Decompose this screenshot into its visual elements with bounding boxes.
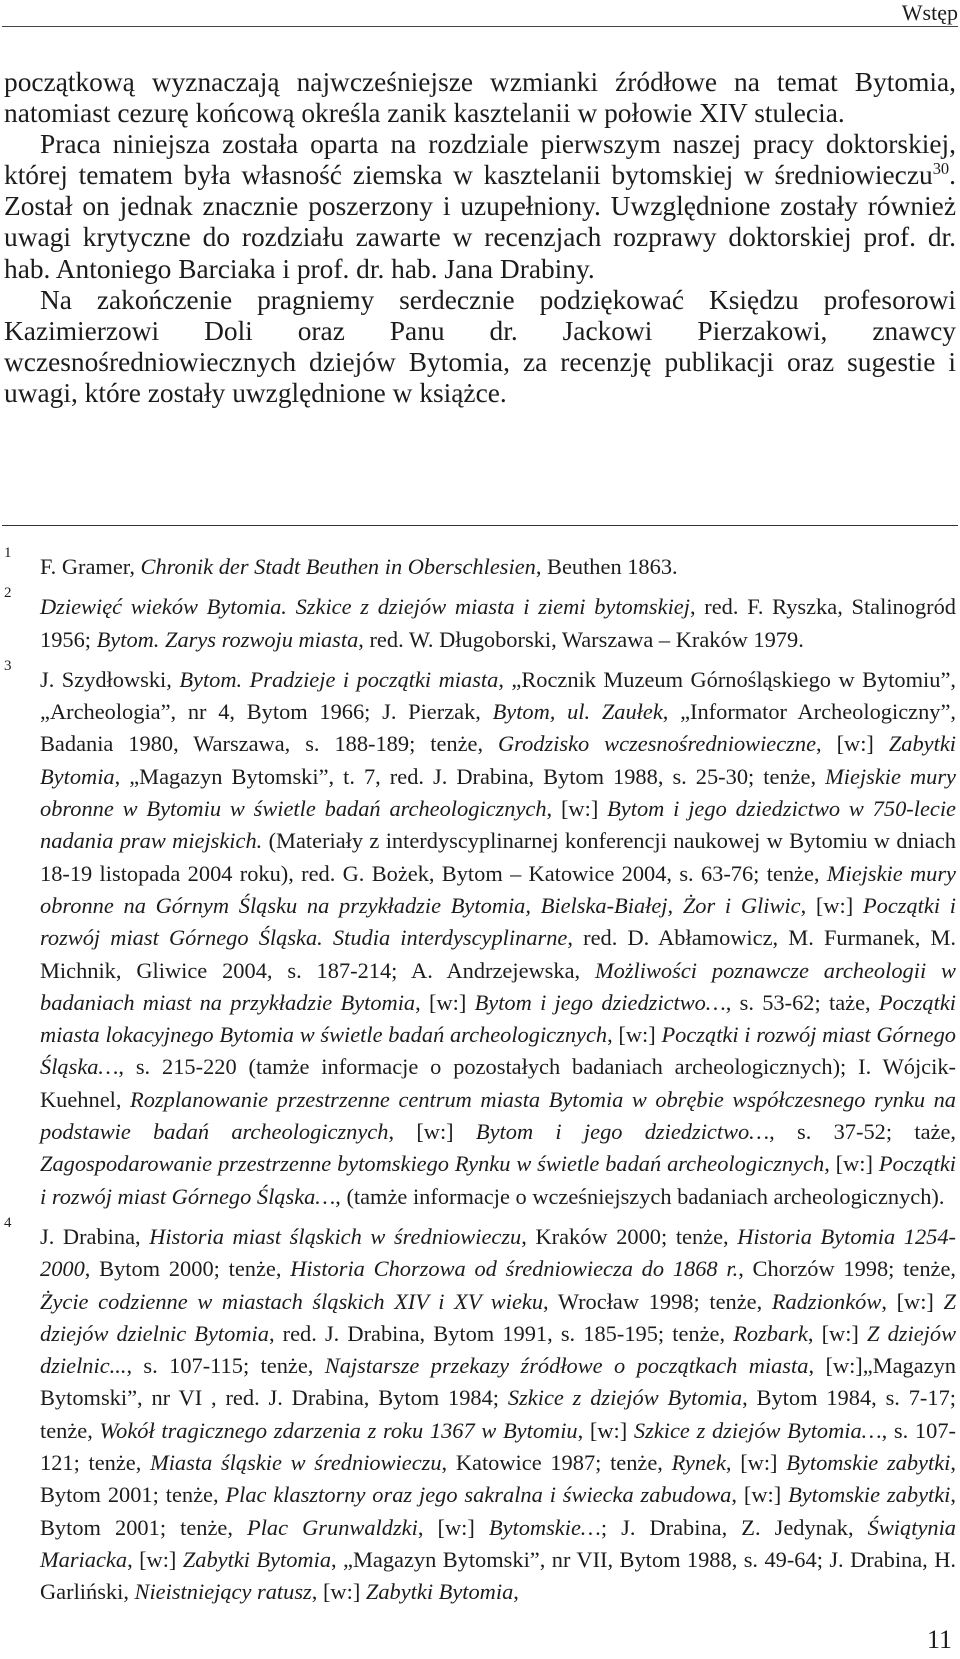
paragraph-2-text-a: Praca niniejsza została oparta na rozdziale pierwszym naszej pracy doktorskiej, której tematem była własność ziemska w kasztelanii bytomskiej w średniowieczu <box>4 129 956 191</box>
footnote-text <box>40 1224 956 1604</box>
italic-run: Wokół tragicznego zdarzenia z roku 1367 w Bytomiu <box>99 1417 578 1443</box>
italic-run: Chronik der Stadt Beuthen in Oberschlesien <box>140 554 536 579</box>
italic-run: Bytom, ul. Zaułek <box>492 699 663 725</box>
footnote-4 <box>4 1214 957 1609</box>
running-head: Wstęp <box>901 0 958 25</box>
italic-run: Szkice z dziejów Bytomia… <box>633 1417 882 1443</box>
italic-run: Początki miasta lokacyjnego Bytomia w świetle badań archeologicznych <box>40 989 956 1048</box>
footnote-number: 3 <box>4 657 12 674</box>
text-run: , „Informator Archeologiczny”, Badania 1980, Warszawa, s. 188-189; tenże, <box>40 699 957 757</box>
paragraph-2-text-b: . Został on jednak znacznie poszerzony i uzupełniony. Uwzględnione zostały również uwagi krytyczne do rozdziału zawarte w recenzjach rozprawy doktorskiej prof. dr. hab. Antoniego Barciaka i prof. dr. hab. Jana Drabiny. <box>4 160 956 284</box>
text-run: , [w:] <box>807 1320 868 1346</box>
text-run: , s. 215-220 (tamże informacje o pozostałych badaniach archeologicznych); I. Wójcik-Kuehnel, <box>40 1054 956 1112</box>
italic-run: Rynek <box>671 1450 726 1476</box>
text-run: , Bytom 2001; tenże, <box>40 1450 956 1508</box>
text-run: , [w:] <box>311 1579 366 1605</box>
text-run: , s. 37-52; taże, <box>769 1119 956 1145</box>
text-run: , [w:] <box>417 1514 489 1540</box>
text-run: F. Gramer, <box>40 554 141 579</box>
footnote-rule <box>2 525 958 526</box>
italic-run: Szkice z dziejów Bytomia <box>507 1385 743 1411</box>
text-run: , Kraków 2000; tenże, <box>521 1223 738 1249</box>
text-run: , red. D. Abłamowicz, M. Furmanek, M. Michnik, Gliwice 2004, s. 187-214; A. Andrzejewska, <box>40 925 956 983</box>
italic-run: Świątynia Mariacka <box>40 1514 956 1572</box>
italic-run: Miasta śląskie w średniowieczu <box>150 1450 442 1476</box>
text-run: ; J. Drabina, Z. Jedynak, <box>600 1514 868 1540</box>
text-run: , „Magazyn Bytomski”, nr VII, Bytom 1988, s. 49-64; J. Drabina, H. Garliński, <box>40 1546 956 1605</box>
italic-run: Miejskie mury obronne na Górnym Śląsku na przykładzie Bytomia, Bielska-Białej, Żor i Gliwic <box>40 860 956 918</box>
italic-run: Początki i rozwój miast Górnego Śląska. Studia interdyscyplinarne <box>40 892 956 951</box>
footnotes <box>4 545 957 1617</box>
italic-run: Zabytki Bytomia <box>182 1546 332 1572</box>
text-run: , „Rocznik Muzeum Górnośląskiego w Bytomiu”, „Archeologia”, nr 4, Bytom 1966; J. Pierzak, <box>40 666 956 725</box>
italic-run: Rozbark <box>733 1320 808 1346</box>
text-run: , „Magazyn Bytomski”, t. 7, red. J. Drabina, Bytom 1988, s. 25-30; tenże, <box>114 763 826 789</box>
text-run: , [w:]„Magazyn Bytomski”, nr VI , red. J. Drabina, Bytom 1984; <box>40 1353 957 1411</box>
italic-run: Bytom. Pradzieje i początki miasta <box>179 666 499 692</box>
italic-run: Z dziejów dzielnic... <box>40 1320 957 1379</box>
text-run: , Bytom 2000; tenże, <box>84 1256 291 1282</box>
italic-run: Bytom i jego dziedzictwo… <box>474 989 726 1015</box>
italic-run: Bytomskie zabytki <box>786 1450 951 1476</box>
text-run: , [w:] <box>881 1288 944 1314</box>
italic-run: Plac Grunwaldzki <box>247 1514 418 1540</box>
footnote-3 <box>4 657 957 1213</box>
text-run: , Bytom 1984, s. 7-17; tenże, <box>40 1385 956 1443</box>
italic-run: Historia miast śląskich w średniowieczu <box>149 1223 522 1249</box>
text-run: , red. F. Ryszka, Stalinogród 1956; <box>40 594 956 652</box>
paragraph-2 <box>4 129 956 284</box>
text-run: , [w:] <box>415 989 475 1015</box>
text-run: , Chorzów 1998; tenże, <box>738 1256 956 1282</box>
text-run: , Katowice 1987; tenże, <box>441 1450 672 1476</box>
text-run: , [w:] <box>127 1546 183 1572</box>
text-run: , red. W. Długoborski, Warszawa – Kraków 1979. <box>358 626 804 652</box>
text-run: , (tamże informacje o wcześniejszych badaniach archeologicznych). <box>335 1183 945 1209</box>
italic-run: Radzionków <box>771 1288 882 1314</box>
footnote-number: 1 <box>4 545 12 561</box>
italic-run: Nieistniejący ratusz <box>134 1579 312 1605</box>
text-run: , [w:] <box>546 796 608 822</box>
text-run: , Wrocław 1998; tenże, <box>543 1288 772 1314</box>
footnote-1 <box>4 545 956 583</box>
footnote-number: 4 <box>4 1214 12 1231</box>
italic-run: Historia Chorzowa od średniowiecza do 1868 r. <box>290 1256 739 1282</box>
footnote-text <box>40 594 956 651</box>
text-run: , [w:] <box>577 1417 634 1443</box>
footnote-2 <box>4 585 956 656</box>
text-run: , [w:] <box>816 731 889 757</box>
text-run: , [w:] <box>607 1022 662 1048</box>
italic-run: Bytomskie zabytki <box>788 1482 951 1508</box>
text-run: , s. 107-115; tenże, <box>126 1353 325 1379</box>
italic-run: Najstarsze przekazy źródłowe o początkach miasta <box>324 1353 809 1379</box>
italic-run: Grodzisko wczesnośredniowieczne <box>498 731 817 757</box>
text-run: , [w:] <box>388 1119 476 1145</box>
text-run: , [w:] <box>731 1482 789 1508</box>
footnote-ref-30: 30 <box>932 159 950 179</box>
text-run: , Bytom 2001; tenże, <box>40 1482 956 1540</box>
italic-run: Życie codzienne w miastach śląskich XIV i XV wieku <box>40 1288 544 1314</box>
text-run: , [w:] <box>824 1151 879 1177</box>
text-run: , [w:] <box>725 1450 787 1476</box>
italic-run: Początki i rozwój miast Górnego Śląska… <box>40 1151 956 1209</box>
footnote-text <box>40 554 678 579</box>
italic-run: Początki i rozwój miast Górnego Śląska… <box>40 1022 956 1080</box>
text-run: (Materiały z interdyscyplinarnej konferencji naukowej w Bytomiu w dniach 18-19 listopada 2004 roku), red. G. Bożek, Bytom – Katowice 2004, s. 63-76; tenże, <box>40 828 956 886</box>
italic-run: Dziewięć wieków Bytomia. Szkice z dziejów miasta i ziemi bytomskiej <box>40 594 690 620</box>
italic-run: Bytom i jego dziedzictwo… <box>475 1119 770 1145</box>
main-text <box>4 67 956 409</box>
text-run: , <box>513 1579 519 1605</box>
text-run: J. Drabina, <box>40 1223 150 1249</box>
italic-run: Plac klasztorny oraz jego sakralna i świecka zabudowa <box>225 1482 732 1508</box>
italic-run: Możliwości poznawcze archeologii w badaniach miast na przykładzie Bytomia <box>40 957 956 1015</box>
italic-run: Zabytki Bytomia <box>365 1579 514 1605</box>
italic-run: Rozplanowanie przestrzenne centrum miasta Bytomia w obrębie współczesnego rynku na podstawie badań archeologicznych <box>40 1086 956 1145</box>
text-run: , s. 107-121; tenże, <box>40 1417 956 1476</box>
italic-run: Z dziejów dzielnic Bytomia <box>40 1288 956 1346</box>
footnote-number: 2 <box>4 585 12 602</box>
text-run: J. Szydłowski, <box>40 666 180 692</box>
italic-run: Zagospodarowanie przestrzenne bytomskiego Rynku w świetle badań archeologicznych <box>40 1151 825 1177</box>
footnote-text <box>40 667 956 1209</box>
italic-run: Bytom i jego dziedzictwo w 750-lecie nadania praw miejskich. <box>40 796 956 854</box>
header-rule <box>2 26 958 27</box>
text-run: , Beuthen 1863. <box>535 554 678 579</box>
italic-run: Historia Bytomia 1254-2000 <box>40 1223 956 1282</box>
italic-run: Miejskie mury obronne w Bytomiu w świetle badań archeologicznych <box>40 763 956 822</box>
italic-run: Zabytki Bytomia <box>40 731 956 789</box>
text-run: , red. J. Drabina, Bytom 1991, s. 185-195; tenże, <box>268 1320 734 1346</box>
italic-run: Bytom. Zarys rozwoju miasta <box>96 626 359 652</box>
paragraph-1: początkową wyznaczają najwcześniejsze wzmianki źródłowe na temat Bytomia, natomiast cezurę końcową określa zanik kasztelanii w połowie XIV stulecia. <box>4 67 956 129</box>
page-number: 11 <box>926 1625 952 1654</box>
text-run: , s. 53-62; taże, <box>725 989 879 1015</box>
paragraph-3: Na zakończenie pragniemy serdecznie podziękować Księdzu profesorowi Kazimierzowi Doli oraz Panu dr. Jackowi Pierzakowi, znawcy wczesnośredniowiecznych dziejów Bytomia, za recenzję publikacji oraz sugestie i uwagi, które zostały uwzględnione w książce. <box>4 284 956 408</box>
italic-run: Bytomskie… <box>488 1514 601 1540</box>
text-run: , [w:] <box>800 892 863 918</box>
